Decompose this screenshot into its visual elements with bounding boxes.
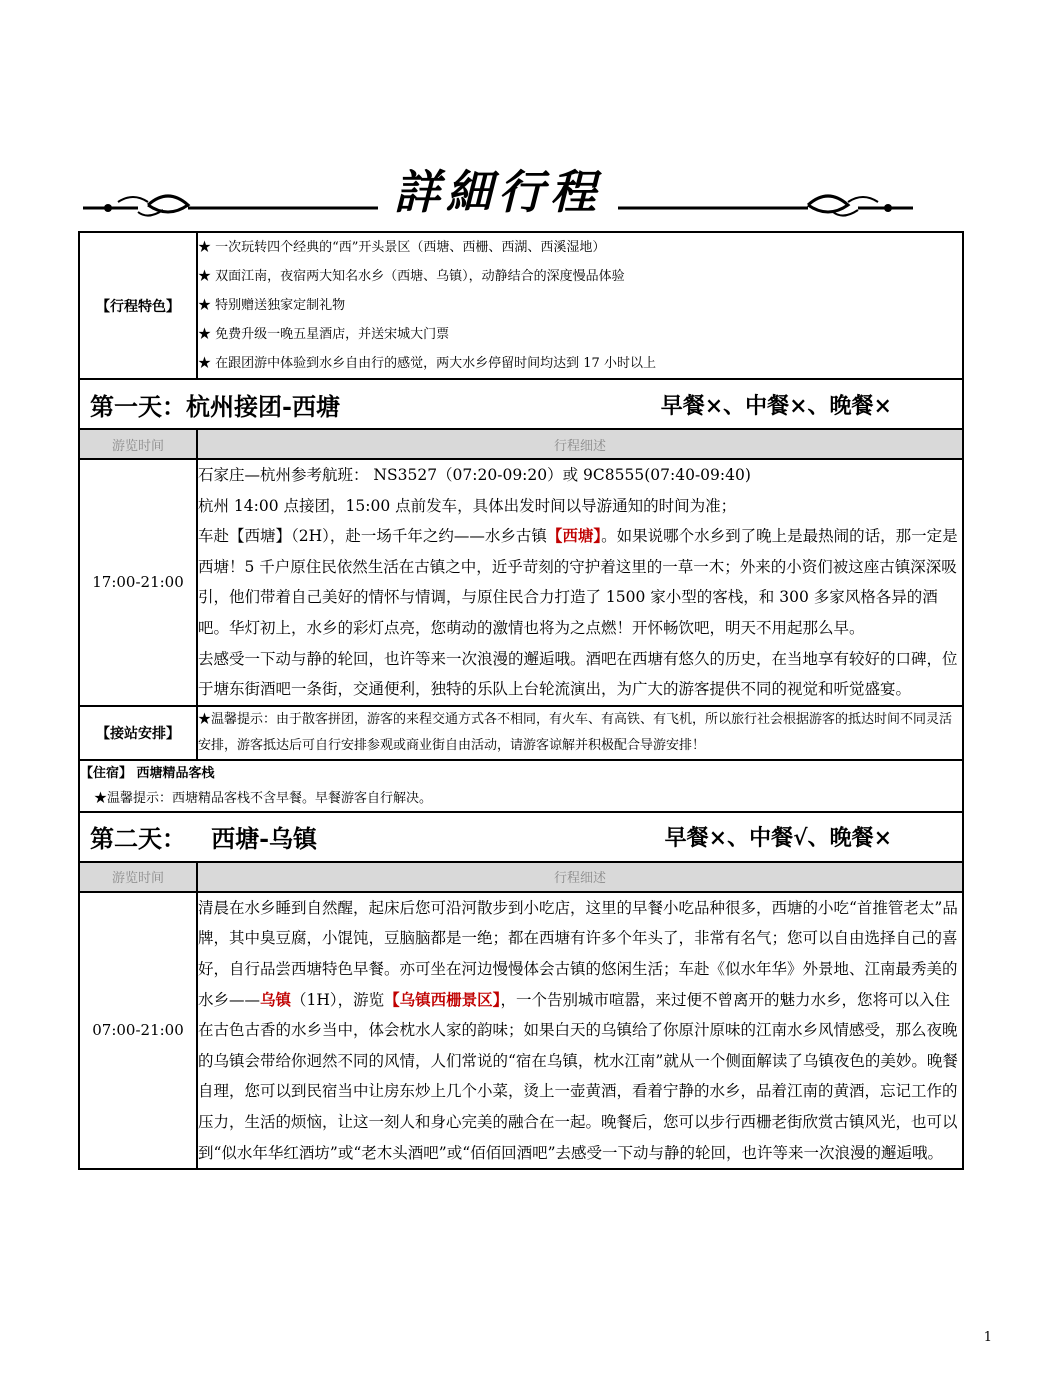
text: 车赴【西塘】（2H），赴一场千年之约——水乡古镇	[198, 527, 547, 546]
day2-detail	[197, 892, 963, 1169]
day1-column-header	[79, 429, 963, 459]
bar-paragraph: 去感受一下动与静的轮回，也许等来一次浪漫的邂逅哦。酒吧在西塘有悠久的历史，在当地享有较好的口碑，位于塘东街酒吧一条街，交通便利，独特的乐队上台轮流演出，为广大的游客提供不同的视觉和听觉盛宴。	[198, 649, 958, 699]
text: 。如果说哪个水乡到了晚上是最热闹的话，那一定是西塘！5 千户原住民依然生活在古镇之中，近乎苛刻的守护着这里的一草一木；外来的小资们被这座古镇深深吸引，他们带着自己美好的情怀与情调，与原住民合力打造了 1500 家小型的客栈，和 300 多家风格各异的酒吧。华灯初上，水乡的彩灯点亮，您萌动的激情也将为之点燃！开怀畅饮吧，明天不用起那么早。	[198, 527, 958, 637]
stay-tip: ★温馨提示：西塘精品客栈不含早餐。早餐游客自行解决。	[94, 790, 433, 806]
feature-item: ★ 特别赠送独家定制礼物	[198, 298, 346, 313]
features-row	[79, 232, 963, 379]
day1-detail	[197, 459, 963, 706]
page-number: 1	[983, 1330, 992, 1345]
feature-item: ★ 双面江南，夜宿两大知名水乡（西塘、乌镇），动静结合的深度慢品体验	[198, 269, 625, 284]
pickup-row	[79, 706, 963, 760]
pickup-label: 【接站安排】	[79, 706, 197, 760]
day2-meals: 早餐×、中餐√、晚餐×	[664, 825, 892, 852]
day2-time: 07:00-21:00	[79, 892, 197, 1169]
highlight-wuzhen: 乌镇	[260, 989, 292, 1009]
text: ，一个告别城市喧嚣，来过便不曾离开的魅力水乡，您将可以入住在古色古香的水乡当中，体会枕水人家的韵味；如果白天的乌镇给了你原汁原味的江南水乡风情感受，那么夜晚的乌镇会带给你迥然不同的风情，人们常说的“宿在乌镇，枕水江南”就从一个侧面解读了乌镇夜色的美妙。晚餐自理，您可以到民宿当中让房东炒上几个小菜，烫上一壶黄酒，看着宁静的水乡，品着江南的黄酒，忘记工作的压力，生活的烦恼，让这一刻人和身心完美的融合在一起。晚餐后，您可以步行西栅老街欣赏古镇风光，也可以到“似水年华红酒坊”或“老木头酒吧”或“佰佰回酒吧”去感受一下动与静的轮回，也许等来一次浪漫的邂逅哦。	[198, 990, 958, 1162]
features-label: 【行程特色】	[79, 232, 197, 379]
day1-header	[79, 379, 963, 429]
itinerary-table	[78, 231, 964, 1170]
col-detail: 行程细述	[197, 429, 963, 459]
feature-item: ★ 在跟团游中体验到水乡自由行的感觉，两大水乡停留时间均达到 17 小时以上	[198, 356, 656, 371]
day2-column-header	[79, 862, 963, 892]
stay-label: 【住宿】 西塘精品客栈	[80, 765, 215, 781]
xitang-paragraph	[198, 521, 962, 643]
title-banner	[78, 150, 918, 230]
col-time: 游览时间	[79, 429, 197, 459]
feature-item: ★ 免费升级一晚五星酒店，并送宋城大门票	[198, 327, 450, 342]
text: 清晨在水乡睡到自然醒，起床后您可沿河散步到小吃店，这里的早餐小吃品种很多，西塘的小吃“首推管老太”品牌，其中臭豆腐，小馄饨，豆脑脑都是一绝；都在西塘有许多个年头了，非常有名气；您可以自由选择自己的喜好，自行品尝西塘特色早餐。亦可坐在河边慢慢体会古镇的悠闲生活；车赴《似水年华》外景地、江南最秀美的水乡——	[198, 898, 958, 1009]
highlight-xitang: 【西塘】	[546, 526, 602, 546]
day1-row	[79, 459, 963, 706]
feature-item: ★ 一次玩转四个经典的“西”开头景区（西塘、西栅、西湖、西溪湿地）	[198, 240, 606, 255]
pickup-line: 杭州 14:00 点接团，15:00 点前发车，具体出发时间以导游通知的时间为准；	[198, 496, 737, 515]
highlight-xizha: 【乌镇西栅景区】	[384, 989, 501, 1009]
day2-row	[79, 892, 963, 1169]
flight-line: 石家庄—杭州参考航班： NS3527（07:20-09:20）或 9C8555(07:40-09:40)	[198, 466, 751, 484]
features-list	[197, 232, 963, 379]
day2-title: 第二天： 西塘-乌镇	[90, 824, 318, 854]
col-time: 游览时间	[79, 862, 197, 892]
day1-time: 17:00-21:00	[79, 459, 197, 706]
col-detail: 行程细述	[197, 862, 963, 892]
page-title: 詳細行程	[394, 165, 602, 219]
text: （1H），游览	[291, 990, 385, 1009]
day2-header	[79, 812, 963, 862]
day1-title: 第一天：杭州接团-西塘	[90, 391, 340, 421]
stay-row	[79, 760, 963, 812]
day1-meals: 早餐×、中餐×、晚餐×	[660, 392, 892, 419]
pickup-text: ★温馨提示：由于散客拼团，游客的来程交通方式各不相同，有火车、有高铁、有飞机，所以旅行社会根据游客的抵达时间不同灵活安排，游客抵达后可自行安排参观或商业街自由活动，请游客谅解并积极配合导游安排！	[197, 706, 963, 760]
